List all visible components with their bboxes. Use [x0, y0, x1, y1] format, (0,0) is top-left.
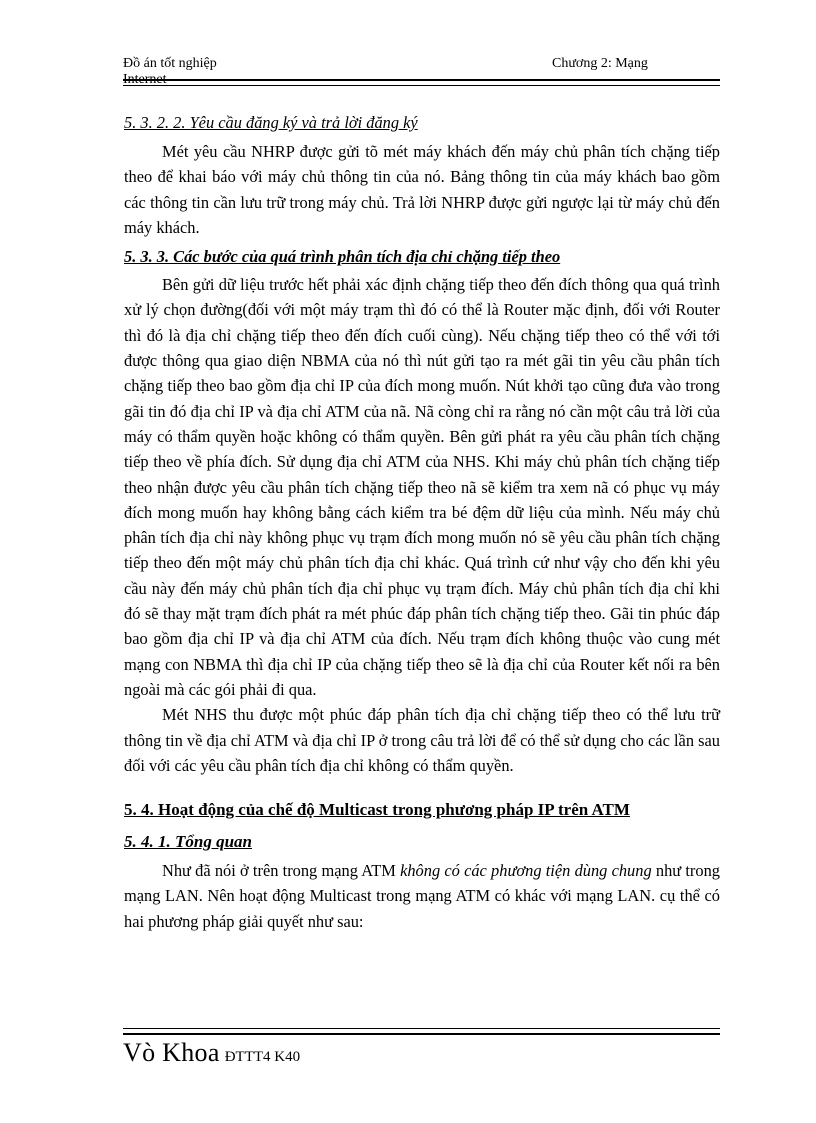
header-title-line2: Internet — [123, 72, 167, 87]
overview-text-start: Như đã nói ở trên trong mạng ATM — [162, 861, 401, 881]
paragraph-registration: Mét yêu cầu NHRP được gửi tõ mét máy khách đến máy chủ phân tích chặng tiếp theo để khai báo với máy chủ thông tin của nó. Bảng thông tin của máy khách bao gồm các thông tin cần lưu trữ trong máy chủ. Trả lời NHRP được gửi ngược lại từ máy chủ đến máy khách. — [124, 142, 720, 237]
paragraph-nhs-cache: Mét NHS thu được một phúc đáp phân tích địa chỉ chặng tiếp theo có thể lưu trữ thông tin về địa chỉ ATM và địa chỉ IP ở trong câu trả lời để có thể sử dụng cho các lần sau đối với các yêu cầu phân tích địa chỉ không có thẩm quyền. — [124, 705, 720, 775]
header-chapter-title: Chương 2: Mạng — [552, 56, 648, 71]
header-divider — [123, 79, 720, 86]
footer-class-code: ĐTTT4 K40 — [224, 1049, 301, 1065]
header-title-line1: Đồ án tốt nghiệp — [123, 56, 217, 71]
paragraph-multicast-overview — [124, 858, 720, 934]
footer-author-name: Vò Khoa — [123, 1038, 220, 1067]
paragraph-resolution-steps: Bên gửi dữ liệu trước hết phải xác định chặng tiếp theo đến đích thông qua quá trình xử lý chọn đường(đối với một máy trạm thì đó có thể là Router mặc định, đối với Router thì đó là địa chỉ chặng tiếp theo đến đích cuối cùng). Nếu chặng tiếp theo có thể với tới được thông qua giao diện NBMA của nó thì nút gửi tạo ra mét gãi tin yêu cầu phân tích chặng tiếp theo bao gồm địa chỉ IP của đích mong muốn. Nút khởi tạo cũng đưa vào trong gãi tin đó địa chỉ IP và địa chỉ ATM của nã. Nã còng chỉ ra rằng nó cần một câu trả lời của máy có thẩm quyền hoặc không có thẩm quyền. Bên gửi phát ra yêu cầu phân tích chặng tiếp theo về phía đích. Sử dụng địa chỉ ATM của NHS. Khi máy chủ phân tích chặng tiếp theo nhận được yêu cầu phân tích chặng tiếp theo nã sẽ kiểm tra xem nã có phục vụ máy đích mong muốn hay không bằng cách kiểm tra bé đệm dữ liệu của mình. Nếu máy chủ phân tích địa chỉ này không phục vụ trạm đích mong muốn nó sẽ yêu cầu phân tích chặng tiếp theo đến một máy chủ phân tích địa chỉ khác. Quá trình cứ như vậy cho đến khi yêu cầu này đến máy chủ phân tích địa chỉ phục vụ trạm đích. Máy chủ phân tích địa chỉ khi đó sẽ thay mặt trạm đích phát ra mét phúc đáp phân tích chặng tiếp theo. Gãi tin phúc đáp bao gồm địa chỉ IP và địa chỉ ATM của đích. Nếu trạm đích không thuộc vào cung mét mạng con NBMA thì địa chỉ IP của chặng tiếp theo sẽ là địa chỉ của Router kết nối ra bên ngoài mà các gói phải đi qua. — [124, 275, 720, 699]
heading-5-3-3: 5. 3. 3. Các bước của quá trình phân tích địa chỉ chặng tiếp theo — [124, 247, 561, 267]
overview-emphasis: không có các phương tiện dùng chung — [400, 861, 652, 881]
overview-text-end: như trong mạng LAN. Nên hoạt động Multicast trong mạng ATM có khác với mạng LAN. cụ thể có hai phương pháp giải quyết như sau: — [124, 861, 720, 931]
heading-5-4-1: 5. 4. 1. Tổng quan — [124, 832, 252, 852]
page-body — [124, 107, 720, 934]
footer-divider — [123, 1028, 720, 1035]
heading-5-4: 5. 4. Hoạt động của chế độ Multicast trong phương pháp IP trên ATM — [124, 800, 630, 820]
page-footer — [123, 1038, 300, 1068]
heading-5-3-2-2: 5. 3. 2. 2. Yêu cầu đăng ký và trả lời đăng ký — [124, 113, 418, 132]
page-header — [123, 56, 720, 90]
